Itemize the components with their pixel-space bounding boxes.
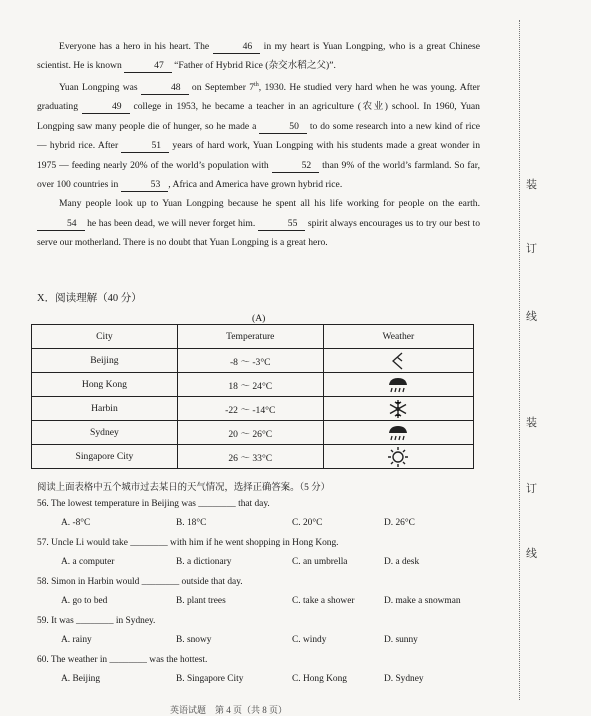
table-row [32,421,474,445]
margin-mark: 订 [526,483,537,495]
blank-54: 54 [37,218,85,231]
question-stem: 58. Simon in Harbin would ________ outside that day. [37,577,243,587]
option: B. plant trees [176,596,226,606]
header-city: City [32,325,178,349]
header-temperature: Temperature [177,325,323,349]
margin-mark: 装 [526,179,537,191]
option: D. 26°C [384,518,415,528]
question-stem: 59. It was ________ in Sydney. [37,616,156,626]
weather-table [31,324,474,469]
blank-52: 52 [272,160,320,173]
city-cell: Singapore City [32,445,178,469]
snow-icon [388,399,408,419]
city-cell: Hong Kong [32,373,178,397]
table-row [32,349,474,373]
temperature-cell: 18 ～ 24°C [177,373,323,397]
option: C. windy [292,635,327,645]
blank-55: 55 [258,218,306,231]
blank-47: 47 [124,60,172,73]
cloze-passage [37,37,480,253]
margin-mark: 装 [526,417,537,429]
option: C. an umbrella [292,557,348,567]
table-header-row [32,325,474,349]
binding-line [519,20,520,700]
option: B. Singapore City [176,674,244,684]
rain-icon [387,375,409,395]
blank-48: 48 [141,82,189,95]
blank-49: 49 [82,101,130,114]
page-footer: 英语试题 第 4 页（共 8 页） [170,705,288,715]
table-row [32,397,474,421]
temperature-cell: 26 ～ 33°C [177,445,323,469]
paragraph-1: Everyone has a hero in his heart. The 46 in my heart is Yuan Longping, who is a great Chinese scientist. He is known 47 “Father of Hybrid Rice (杂交水稻之父)”. [37,41,480,72]
temperature-cell: -8 ～ -3°C [177,349,323,373]
blank-50: 50 [259,121,307,134]
city-cell: Harbin [32,397,178,421]
blank-53: 53 [121,179,169,192]
option: B. a dictionary [176,557,232,567]
header-weather: Weather [323,325,473,349]
section-title: X．阅读理解（40 分） [37,293,142,304]
instruction: 阅读上面表格中五个城市过去某日的天气情况，选择正确答案。（5 分） [37,483,330,493]
question-stem: 57. Uncle Li would take ________ with him if he went shopping in Hong Kong. [37,538,339,548]
margin-mark: 线 [526,311,537,323]
city-cell: Beijing [32,349,178,373]
blank-46: 46 [213,41,261,54]
question-stem: 56. The lowest temperature in Beijing was ________ that day. [37,499,270,509]
margin-mark: 线 [526,548,537,560]
paragraph-3: Many people look up to Yuan Longping because he spent all his life working for people on the earth. 54 he has been dead, we will never forget him. 55 spirit always encourages us to try our best to serve our motherland. There is no doubt that Yuan Longping is a great hero. [37,198,480,249]
option: C. 20°C [292,518,323,528]
option: A. rainy [61,635,92,645]
city-cell: Sydney [32,421,178,445]
rain-icon [387,423,409,443]
sun-icon [387,446,409,468]
option: D. Sydney [384,674,424,684]
windy-icon [388,351,408,371]
temperature-cell: 20 ～ 26°C [177,421,323,445]
option: A. -8°C [61,518,91,528]
blank-51: 51 [121,140,169,153]
option: A. go to bed [61,596,108,606]
table-row [32,373,474,397]
temperature-cell: -22 ～ -14°C [177,397,323,421]
margin-mark: 订 [526,243,537,255]
table-caption: (A) [252,313,266,324]
question-stem: 60. The weather in ________ was the hottest. [37,655,208,665]
option: D. a desk [384,557,420,567]
option: C. Hong Kong [292,674,347,684]
option: C. take a shower [292,596,355,606]
option: A. a computer [61,557,115,567]
paragraph-2: Yuan Longping was 48 on September 7th, 1930. He studied very hard when he was young. After graduating 49 college in 1953, he became a teacher in an agriculture (农业) school. In 1960, Yuan Longping saw many people die of hunger, so he made a 50 to do some research into a new kind of rice — hybrid rice. After 51 years of hard work, Yuan Longping with his students made a great wonder in 1975 — feeding nearly 20% of the world’s population with 52 than 9% of the world’s farmland. So far, over 100 countries in 53 , Africa and America have grown hybrid rice. [37,81,481,191]
option: B. 18°C [176,518,207,528]
table-row [32,445,474,469]
option: B. snowy [176,635,212,645]
option: A. Beijing [61,674,101,684]
option: D. sunny [384,635,418,645]
option: D. make a snowman [384,596,461,606]
